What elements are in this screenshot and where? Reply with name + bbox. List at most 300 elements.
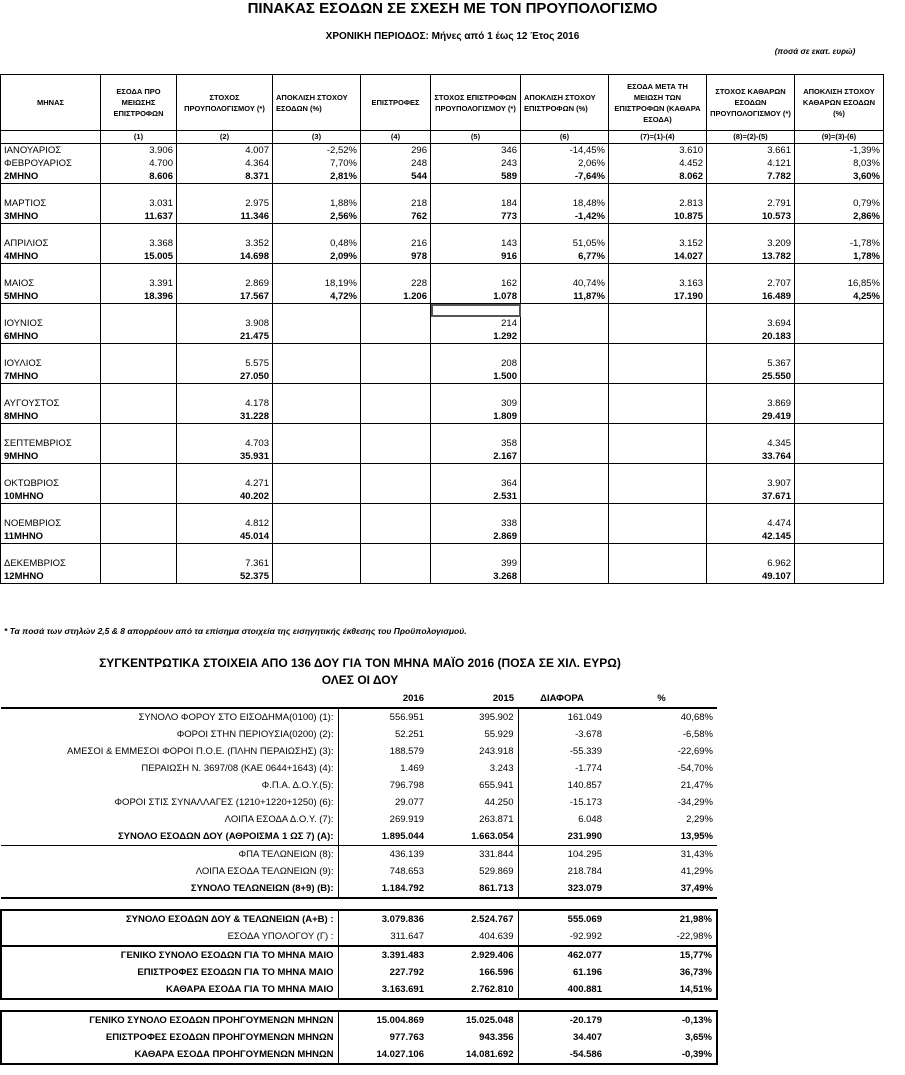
table-cell: 51,05% bbox=[521, 237, 609, 250]
summary-row bbox=[1, 1029, 717, 1046]
table-cell bbox=[795, 437, 884, 450]
table-cell bbox=[431, 464, 521, 478]
table-cell: 10.875 bbox=[609, 210, 707, 224]
table-cell bbox=[521, 317, 609, 330]
table-cell bbox=[521, 477, 609, 490]
spacer-cell bbox=[518, 898, 606, 910]
column-header: ΑΠΟΚΛΙΣΗ ΣΤΟΧΟΥ ΚΑΘΑΡΩΝ ΕΣΟΔΩΝ (%) bbox=[795, 75, 884, 131]
table-cell bbox=[521, 344, 609, 358]
table-cell bbox=[795, 317, 884, 330]
table-cell: 243 bbox=[431, 157, 521, 170]
table-cell bbox=[273, 517, 361, 530]
table-cell bbox=[361, 517, 431, 530]
table-cell: 589 bbox=[431, 170, 521, 184]
column-header: ΕΠΙΣΤΡΟΦΕΣ bbox=[361, 75, 431, 131]
table-cell: 1.206 bbox=[361, 290, 431, 304]
table-cell: 358 bbox=[431, 437, 521, 450]
table-cell: 2.975 bbox=[177, 197, 273, 210]
table-cell bbox=[1, 224, 101, 238]
column-header: ΜΗΝΑΣ bbox=[1, 75, 101, 131]
table-cell bbox=[361, 330, 431, 344]
table-cell bbox=[361, 344, 431, 358]
table-cell: 25.550 bbox=[707, 370, 795, 384]
table-cell: 8.371 bbox=[177, 170, 273, 184]
summary-cell: 2.929.406 bbox=[428, 946, 518, 964]
table-cell: 399 bbox=[431, 557, 521, 570]
table-cell: 3.163 bbox=[609, 277, 707, 290]
table-cell bbox=[609, 530, 707, 544]
table-cell bbox=[101, 304, 177, 318]
table-cell: 309 bbox=[431, 397, 521, 410]
table-cell: 5.367 bbox=[707, 357, 795, 370]
table-cell: 14.698 bbox=[177, 250, 273, 264]
summary-cell: 36,73% bbox=[606, 964, 717, 981]
table-cell: 3ΜΗΝΟ bbox=[1, 210, 101, 224]
table-cell bbox=[795, 224, 884, 238]
table-cell bbox=[361, 410, 431, 424]
table-cell bbox=[795, 397, 884, 410]
summary-column-header: % bbox=[606, 691, 717, 708]
table-cell bbox=[431, 424, 521, 438]
summary-cell: 263.871 bbox=[479, 813, 514, 825]
table-cell bbox=[795, 570, 884, 584]
table-cell: 4ΜΗΝΟ bbox=[1, 250, 101, 264]
table-cell: 1,78% bbox=[795, 250, 884, 264]
column-number: (4) bbox=[361, 131, 431, 144]
table-cell bbox=[795, 450, 884, 464]
table-row bbox=[1, 317, 884, 330]
table-cell: 544 bbox=[361, 170, 431, 184]
table-cell: 208 bbox=[431, 357, 521, 370]
summary-row bbox=[1, 828, 717, 846]
table-cell: 3.031 bbox=[101, 197, 177, 210]
summary-cell: 400.881 bbox=[518, 981, 606, 999]
table-cell: 1.292 bbox=[431, 330, 521, 344]
table-row bbox=[1, 290, 884, 304]
summary-cell: 861.713 bbox=[428, 880, 518, 898]
table-cell bbox=[707, 264, 795, 278]
table-cell bbox=[1, 344, 101, 358]
table-cell bbox=[521, 384, 609, 398]
table-cell bbox=[273, 224, 361, 238]
summary-cell: 14,51% bbox=[606, 981, 717, 999]
table-cell bbox=[177, 504, 273, 518]
table-cell: 5ΜΗΝΟ bbox=[1, 290, 101, 304]
table-row bbox=[1, 424, 884, 438]
table-cell bbox=[521, 490, 609, 504]
table-row bbox=[1, 384, 884, 398]
table-cell: 11.637 bbox=[101, 210, 177, 224]
table-cell: 49.107 bbox=[707, 570, 795, 584]
table-cell bbox=[361, 530, 431, 544]
table-cell bbox=[521, 530, 609, 544]
table-cell bbox=[101, 544, 177, 558]
table-cell: 10.573 bbox=[707, 210, 795, 224]
summary-row bbox=[1, 777, 717, 794]
table-cell: 3.610 bbox=[609, 144, 707, 158]
column-header: ΕΣΟΔΑ ΠΡΟ ΜΕΙΩΣΗΣ ΕΠΙΣΤΡΟΦΩΝ bbox=[101, 75, 177, 131]
table-cell bbox=[795, 517, 884, 530]
summary-cell: ΣΥΝΟΛΟ ΕΣΟΔΩΝ ΔΟΥ & ΤΕΛΩΝΕΙΩΝ (Α+Β) : bbox=[1, 910, 338, 928]
summary-cell: -22,69% bbox=[677, 745, 713, 757]
table-row bbox=[1, 210, 884, 224]
table-cell: 6ΜΗΝΟ bbox=[1, 330, 101, 344]
table-cell: -1,42% bbox=[521, 210, 609, 224]
table-cell bbox=[609, 424, 707, 438]
table-cell bbox=[273, 264, 361, 278]
table-cell bbox=[795, 464, 884, 478]
summary-column-header: 2015 bbox=[428, 691, 518, 708]
table-cell bbox=[361, 557, 431, 570]
table-cell bbox=[361, 490, 431, 504]
table-cell bbox=[101, 530, 177, 544]
summary-cell: 977.763 bbox=[338, 1029, 428, 1046]
table-cell bbox=[431, 384, 521, 398]
table-cell bbox=[609, 517, 707, 530]
table-cell bbox=[273, 477, 361, 490]
table-cell: 4.364 bbox=[177, 157, 273, 170]
table-cell bbox=[273, 397, 361, 410]
table-cell bbox=[521, 184, 609, 198]
table-cell bbox=[101, 477, 177, 490]
summary-row bbox=[1, 743, 717, 760]
summary-cell: 37,49% bbox=[606, 880, 717, 898]
summary-row bbox=[1, 811, 717, 828]
summary-cell: 44.250 bbox=[484, 796, 514, 808]
table-cell bbox=[609, 464, 707, 478]
unit-note: (ποσά σε εκατ. ευρώ) bbox=[774, 47, 856, 56]
table-cell bbox=[609, 384, 707, 398]
table-cell bbox=[273, 304, 361, 318]
summary-cell: 243.918 bbox=[479, 745, 514, 757]
summary-cell: 21,47% bbox=[680, 779, 713, 791]
table-cell: 4.452 bbox=[609, 157, 707, 170]
table-cell: 184 bbox=[431, 197, 521, 210]
table-row bbox=[1, 357, 884, 370]
table-row bbox=[1, 557, 884, 570]
table-cell bbox=[609, 344, 707, 358]
table-cell bbox=[177, 464, 273, 478]
table-cell: 5.575 bbox=[177, 357, 273, 370]
table-cell bbox=[361, 224, 431, 238]
footnote: * Τα ποσά των στηλών 2,5 & 8 απορρέουν από τα επίσημα στοιχεία της εισηγητικής έκθεσης του Προϋπολογισμού. bbox=[4, 626, 467, 636]
summary-cell: 15.025.048 bbox=[428, 1011, 518, 1029]
table-cell bbox=[795, 410, 884, 424]
table-row bbox=[1, 144, 884, 158]
column-header: ΑΠΟΚΛΙΣΗ ΣΤΟΧΟΥ ΕΠΙΣΤΡΟΦΩΝ (%) bbox=[521, 75, 609, 131]
table-cell: 8.062 bbox=[609, 170, 707, 184]
summary-row bbox=[1, 964, 717, 981]
summary-cell: 161.049 bbox=[518, 708, 606, 726]
table-cell: 8.606 bbox=[101, 170, 177, 184]
table-cell: 11ΜΗΝΟ bbox=[1, 530, 101, 544]
table-cell bbox=[1, 384, 101, 398]
table-cell bbox=[609, 184, 707, 198]
table-cell: 2,86% bbox=[795, 210, 884, 224]
table-cell bbox=[273, 384, 361, 398]
table-cell: ΑΥΓΟΥΣΤΟΣ bbox=[1, 397, 101, 410]
summary-cell: 529.869 bbox=[479, 865, 514, 877]
table-cell: 7.782 bbox=[707, 170, 795, 184]
summary-cell: ΑΜΕΣΟΙ & ΕΜΜΕΣΟΙ ΦΟΡΟΙ Π.Ο.Ε. (ΠΛΗΝ ΠΕΡΑΙΩΣΗΣ) (3): bbox=[66, 745, 334, 757]
summary-cell: 15,77% bbox=[606, 946, 717, 964]
table-cell bbox=[609, 317, 707, 330]
table-cell: ΙΟΥΛΙΟΣ bbox=[1, 357, 101, 370]
table-cell: 4.703 bbox=[177, 437, 273, 450]
table-cell bbox=[361, 370, 431, 384]
summary-cell: 323.079 bbox=[518, 880, 606, 898]
table-cell bbox=[609, 450, 707, 464]
summary-cell: 2.762.810 bbox=[428, 981, 518, 999]
summary-cell: ΕΣΟΔΑ ΥΠΟΛΟΓΟΥ (Γ) : bbox=[1, 928, 338, 946]
summary-row bbox=[1, 981, 717, 999]
summary-cell: -1.774 bbox=[518, 760, 606, 777]
column-number: (1) bbox=[101, 131, 177, 144]
table-cell bbox=[707, 464, 795, 478]
summary-cell: 943.356 bbox=[479, 1031, 514, 1043]
table-cell bbox=[795, 557, 884, 570]
table-row bbox=[1, 517, 884, 530]
table-cell: 12ΜΗΝΟ bbox=[1, 570, 101, 584]
table-cell bbox=[101, 437, 177, 450]
summary-cell: 311.647 bbox=[338, 928, 428, 946]
table-cell bbox=[101, 464, 177, 478]
table-cell bbox=[177, 264, 273, 278]
table-cell bbox=[707, 344, 795, 358]
table-cell: 15.005 bbox=[101, 250, 177, 264]
table-cell: 143 bbox=[431, 237, 521, 250]
table-cell: -1,39% bbox=[795, 144, 884, 158]
spacer-cell bbox=[428, 999, 518, 1011]
table-cell: 52.375 bbox=[177, 570, 273, 584]
table-cell: 11.346 bbox=[177, 210, 273, 224]
summary-cell: 29.077 bbox=[338, 794, 428, 811]
table-cell bbox=[609, 264, 707, 278]
table-cell bbox=[361, 264, 431, 278]
table-row bbox=[1, 530, 884, 544]
summary-row bbox=[1, 846, 717, 864]
table-cell bbox=[431, 224, 521, 238]
table-cell: 16.489 bbox=[707, 290, 795, 304]
summary-subtitle: ΟΛΕΣ ΟΙ ΔΟΥ bbox=[321, 673, 399, 687]
table-cell bbox=[609, 557, 707, 570]
summary-cell: -22,98% bbox=[606, 928, 717, 946]
table-cell: 9ΜΗΝΟ bbox=[1, 450, 101, 464]
table-cell bbox=[273, 570, 361, 584]
table-cell bbox=[609, 437, 707, 450]
summary-cell: 436.139 bbox=[338, 846, 428, 864]
table-cell bbox=[273, 557, 361, 570]
table-cell: 216 bbox=[361, 237, 431, 250]
summary-cell: 14.027.106 bbox=[338, 1046, 428, 1064]
table-cell bbox=[273, 424, 361, 438]
summary-column-header: 2016 bbox=[338, 691, 428, 708]
table-cell: 42.145 bbox=[707, 530, 795, 544]
summary-cell: ΦΟΡΟΙ ΣΤΗΝ ΠΕΡΙΟΥΣΙΑ(0200) (2): bbox=[176, 728, 334, 740]
spacer-cell bbox=[338, 898, 428, 910]
table-cell: 2.531 bbox=[431, 490, 521, 504]
table-cell: 338 bbox=[431, 517, 521, 530]
table-cell bbox=[273, 370, 361, 384]
table-row bbox=[1, 570, 884, 584]
summary-cell: ΕΠΙΣΤΡΟΦΕΣ ΕΣΟΔΩΝ ΓΙΑ ΤΟ ΜΗΝΑ ΜΑΙΟ bbox=[1, 964, 338, 981]
table-cell: 8ΜΗΝΟ bbox=[1, 410, 101, 424]
table-cell: 27.050 bbox=[177, 370, 273, 384]
table-cell: 1.500 bbox=[431, 370, 521, 384]
table-cell: 3,60% bbox=[795, 170, 884, 184]
summary-cell: ΠΕΡΑΙΩΣΗ Ν. 3697/08 (ΚΑΕ 0644+1643) (4): bbox=[141, 762, 334, 774]
selected-cell[interactable] bbox=[431, 304, 521, 318]
table-cell bbox=[101, 264, 177, 278]
summary-row bbox=[1, 760, 717, 777]
table-cell: 3.869 bbox=[707, 397, 795, 410]
page-title: ΠΙΝΑΚΑΣ ΕΣΟΔΩΝ ΣΕ ΣΧΕΣΗ ΜΕ ΤΟΝ ΠΡΟΥΠΟΛΟΓΙΣΜΟ bbox=[247, 0, 658, 17]
table-cell: 4.121 bbox=[707, 157, 795, 170]
summary-cell: 3,65% bbox=[606, 1029, 717, 1046]
table-cell bbox=[707, 384, 795, 398]
table-cell bbox=[177, 424, 273, 438]
table-cell bbox=[707, 424, 795, 438]
summary-row bbox=[1, 928, 717, 946]
table-cell bbox=[795, 264, 884, 278]
table-cell: 248 bbox=[361, 157, 431, 170]
summary-cell: 3.079.836 bbox=[338, 910, 428, 928]
table-cell bbox=[273, 544, 361, 558]
summary-cell: 14.081.692 bbox=[428, 1046, 518, 1064]
table-cell: 4.178 bbox=[177, 397, 273, 410]
summary-cell: 231.990 bbox=[518, 828, 606, 846]
column-header: ΕΣΟΔΑ ΜΕΤΑ ΤΗ ΜΕΙΩΣΗ ΤΩΝ ΕΠΙΣΤΡΟΦΩΝ (ΚΑΘΑΡΑ ΕΣΟΔΑ) bbox=[609, 75, 707, 131]
table-cell bbox=[795, 504, 884, 518]
column-number: (2) bbox=[177, 131, 273, 144]
summary-cell: 3.163.691 bbox=[338, 981, 428, 999]
spacer-cell bbox=[1, 999, 338, 1011]
table-cell: -14,45% bbox=[521, 144, 609, 158]
table-cell bbox=[177, 384, 273, 398]
table-cell: 31.228 bbox=[177, 410, 273, 424]
table-cell bbox=[361, 450, 431, 464]
table-cell bbox=[1, 424, 101, 438]
table-header-row bbox=[1, 75, 884, 131]
table-cell: 6,77% bbox=[521, 250, 609, 264]
table-cell bbox=[273, 330, 361, 344]
table-cell: ΔΕΚΕΜΒΡΙΟΣ bbox=[1, 557, 101, 570]
summary-cell: ΚΑΘΑΡΑ ΕΣΟΔΑ ΠΡΟΗΓΟΥΜΕΝΩΝ ΜΗΝΩΝ bbox=[1, 1046, 338, 1064]
table-cell: ΜΑΡΤΙΟΣ bbox=[1, 197, 101, 210]
table-cell bbox=[609, 477, 707, 490]
summary-cell: 655.941 bbox=[479, 779, 514, 791]
table-cell bbox=[431, 184, 521, 198]
table-cell: 4.700 bbox=[101, 157, 177, 170]
summary-row bbox=[1, 794, 717, 811]
table-cell bbox=[361, 544, 431, 558]
table-cell: 11,87% bbox=[521, 290, 609, 304]
column-number: (6) bbox=[521, 131, 609, 144]
summary-cell: ΚΑΘΑΡΑ ΕΣΟΔΑ ΓΙΑ ΤΟ ΜΗΝΑ ΜΑΙΟ bbox=[1, 981, 338, 999]
table-cell bbox=[101, 504, 177, 518]
summary-row bbox=[1, 1011, 717, 1029]
column-number: (7)=(1)-(4) bbox=[609, 131, 707, 144]
table-cell: 3.152 bbox=[609, 237, 707, 250]
table-cell: 2.813 bbox=[609, 197, 707, 210]
table-cell: 2,81% bbox=[273, 170, 361, 184]
revenue-budget-table bbox=[0, 74, 884, 584]
table-cell: 3.268 bbox=[431, 570, 521, 584]
table-cell bbox=[431, 264, 521, 278]
table-cell: -2,52% bbox=[273, 144, 361, 158]
table-row bbox=[1, 250, 884, 264]
table-cell: 978 bbox=[361, 250, 431, 264]
table-cell: 162 bbox=[431, 277, 521, 290]
table-cell: 3.906 bbox=[101, 144, 177, 158]
table-cell bbox=[521, 437, 609, 450]
table-cell: 29.419 bbox=[707, 410, 795, 424]
summary-cell: ΦΠΑ ΤΕΛΩΝΕΙΩΝ (8): bbox=[1, 846, 338, 864]
table-row bbox=[1, 490, 884, 504]
table-cell bbox=[521, 450, 609, 464]
column-header: ΣΤΟΧΟΣ ΚΑΘΑΡΩΝ ΕΣΟΔΩΝ ΠΡΟΥΠΟΛΟΓΙΣΜΟΥ (*) bbox=[707, 75, 795, 131]
summary-row bbox=[1, 1046, 717, 1064]
table-cell bbox=[795, 330, 884, 344]
table-cell bbox=[361, 424, 431, 438]
summary-cell: 555.069 bbox=[518, 910, 606, 928]
table-cell bbox=[521, 397, 609, 410]
table-cell bbox=[1, 304, 101, 318]
table-cell bbox=[361, 464, 431, 478]
table-cell: 7.361 bbox=[177, 557, 273, 570]
table-cell bbox=[361, 397, 431, 410]
table-row bbox=[1, 224, 884, 238]
table-cell: 3.209 bbox=[707, 237, 795, 250]
summary-cell: 269.919 bbox=[338, 811, 428, 828]
table-cell: 8,03% bbox=[795, 157, 884, 170]
table-row bbox=[1, 197, 884, 210]
summary-cell: 61.196 bbox=[518, 964, 606, 981]
summary-cell: 52.251 bbox=[338, 726, 428, 743]
table-cell: 7,70% bbox=[273, 157, 361, 170]
table-cell bbox=[609, 410, 707, 424]
table-cell bbox=[177, 304, 273, 318]
table-cell: 218 bbox=[361, 197, 431, 210]
table-cell bbox=[273, 357, 361, 370]
table-cell bbox=[609, 397, 707, 410]
table-cell bbox=[609, 490, 707, 504]
summary-cell: -54,70% bbox=[677, 762, 713, 774]
summary-cell: 1.469 bbox=[338, 760, 428, 777]
summary-cell: -92.992 bbox=[518, 928, 606, 946]
spacer-row bbox=[1, 999, 717, 1011]
table-cell bbox=[273, 344, 361, 358]
summary-column-header: ΔΙΑΦΟΡΑ bbox=[518, 691, 606, 708]
table-cell: 228 bbox=[361, 277, 431, 290]
table-cell: 4.474 bbox=[707, 517, 795, 530]
column-number: (8)=(2)-(5) bbox=[707, 131, 795, 144]
summary-cell: 41,29% bbox=[680, 865, 713, 877]
table-cell: ΙΟΥΝΙΟΣ bbox=[1, 317, 101, 330]
spacer-cell bbox=[1, 898, 338, 910]
table-cell bbox=[101, 184, 177, 198]
table-cell bbox=[177, 544, 273, 558]
summary-cell: 2.524.767 bbox=[428, 910, 518, 928]
table-cell bbox=[521, 264, 609, 278]
table-cell bbox=[361, 384, 431, 398]
table-cell bbox=[273, 437, 361, 450]
table-cell: 4.812 bbox=[177, 517, 273, 530]
table-cell bbox=[273, 530, 361, 544]
table-cell: 16,85% bbox=[795, 277, 884, 290]
spacer-cell bbox=[606, 898, 717, 910]
table-cell bbox=[273, 410, 361, 424]
